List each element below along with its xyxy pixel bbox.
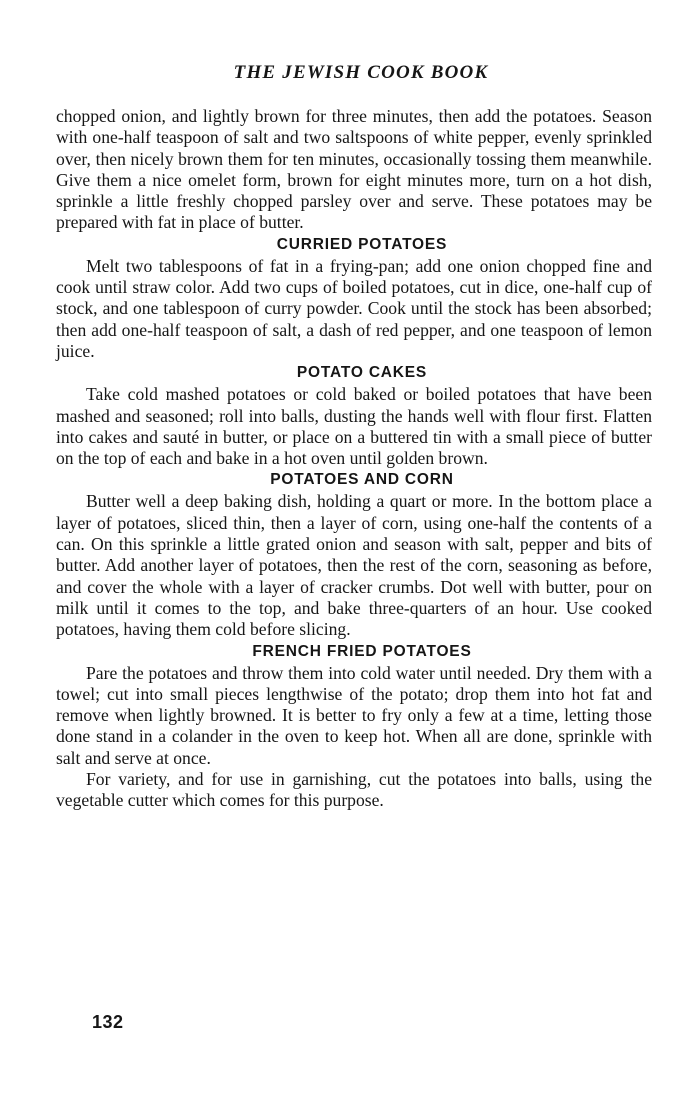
section-potatoes-and-corn: [56, 469, 652, 640]
section-heading: CURRIED POTATOES: [276, 235, 448, 253]
paragraph: Melt two tablespoons of fat in a frying-pan; add one onion chopped fine and cook until straw color. Add two cups of boiled potatoes, cut in dice, one-half cup of stock, and one tablespoon of curry powder. Cook until the stock has been absorbed; then add one-half teaspoon of salt, a dash of red pepper, and one teaspoon of lemon juice.: [56, 255, 652, 361]
section-french-fried-potatoes: [56, 641, 652, 812]
paragraph: For variety, and for use in garnishing, cut the potatoes into balls, using the vegetable cutter which comes for this purpose.: [56, 769, 652, 811]
running-title: THE JEWISH COOK BOOK: [233, 62, 489, 83]
section-heading: POTATO CAKES: [296, 364, 428, 382]
book-page: [56, 62, 652, 812]
section-omelet-potatoes-continued: [56, 106, 652, 234]
section-curried-potatoes: [56, 234, 652, 362]
section-heading: FRENCH FRIED POTATOES: [252, 642, 472, 660]
section-heading: POTATOES AND CORN: [270, 471, 454, 489]
paragraph: Butter well a deep baking dish, holding a quart or more. In the bottom place a layer of potatoes, sliced thin, then a layer of corn, using one-half the contents of a can. On this sprinkle a little grated onion and season with salt, pepper and bits of butter. Add another layer of potatoes, then the rest of the corn, seasoning as before, and cover the whole with a layer of cracker crumbs. Dot well with butter, pour on milk until it comes to the top, and bake three-quarters of an hour. Use cooked potatoes, having them cold before slicing.: [56, 491, 652, 640]
section-potato-cakes: [56, 362, 652, 469]
page-number: 132: [92, 1012, 124, 1032]
paragraph: chopped onion, and lightly brown for three minutes, then add the potatoes. Season with one-half teaspoon of salt and two saltspoons of white pepper, evenly sprinkled over, then nicely brown them for ten minutes, occasionally tossing them meanwhile. Give them a nice omelet form, brown for eight minutes more, turn on a hot dish, sprinkle a little freshly chopped parsley over and serve. These potatoes may be prepared with fat in place of butter.: [56, 106, 652, 233]
paragraph: Take cold mashed potatoes or cold baked or boiled potatoes that have been mashed and seasoned; roll into balls, dusting the hands well with flour first. Flatten into cakes and sauté in butter, or place on a buttered tin with a small piece of butter on the top of each and bake in a hot oven until golden brown.: [56, 384, 652, 469]
paragraph: Pare the potatoes and throw them into cold water until needed. Dry them with a towel; cut into small pieces lengthwise of the potato; drop them into hot fat and remove when lightly browned. It is better to fry only a few at a time, letting those done stand in a colander in the oven to keep hot. When all are done, sprinkle with salt and serve at once.: [56, 662, 652, 768]
